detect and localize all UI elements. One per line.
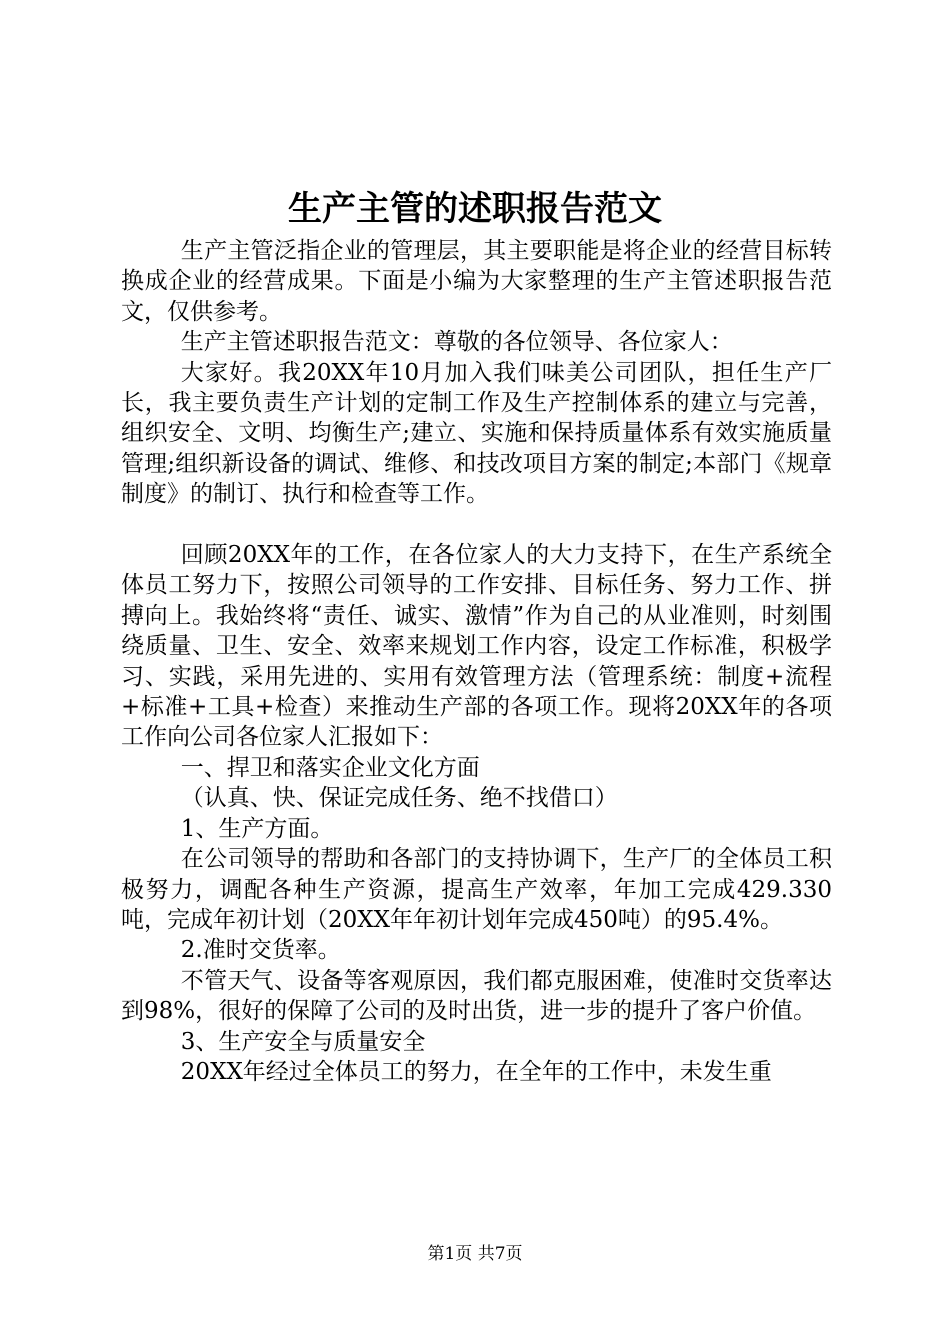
- heading-production: 1、生产方面。: [180, 815, 334, 842]
- paragraph-review: 回顾20XX年的工作，在各位家人的大力支持下，在生产系统全体员工努力下，按照公司领导的工作安排、目标任务、努力工作、拼搏向上。我始终将“责任、诚实、激情”作为自己的从业准则，时刻围绕质量、卫生、安全、效率来规划工作内容，设定工作标准，积极学习、实践，采用先进的、实用有效管理方法（管理系统：制度+流程+标准+工具+检查）来推动生产部的各项工作。现将20XX年的各项工作向公司各位家人汇报如下：: [121, 542, 832, 751]
- paragraph-salutation: 生产主管述职报告范文：尊敬的各位领导、各位家人：: [180, 329, 733, 356]
- heading-section-1: 一、捍卫和落实企业文化方面: [180, 754, 480, 781]
- paragraph-delivery: 不管天气、设备等客观原因，我们都克服困难，使准时交货率达到98%，很好的保障了公司的及时出货，进一步的提升了客户价值。: [121, 967, 832, 1025]
- paragraph-production: 在公司领导的帮助和各部门的支持协调下，生产厂的全体员工积极努力，调配各种生产资源，提高生产效率，年加工完成429.330吨，完成年初计划（20XX年年初计划年完成450吨）的95.4%。: [121, 846, 832, 933]
- paragraph-intro: 生产主管泛指企业的管理层，其主要职能是将企业的经营目标转换成企业的经营成果。下面是小编为大家整理的生产主管述职报告范文，仅供参考。: [121, 238, 832, 325]
- paragraph-blank: [121, 510, 832, 540]
- page-footer: 第1页 共7页: [427, 1244, 523, 1264]
- document-body: [121, 236, 832, 1087]
- heading-safety: 3、生产安全与质量安全: [180, 1028, 426, 1055]
- paragraph-greeting: 大家好。我20XX年10月加入我们味美公司团队，担任生产厂长，我主要负责生产计划的定制工作及生产控制体系的建立与完善，组织安全、文明、均衡生产;建立、实施和保持质量体系有效实施质量管理;组织新设备的调试、维修、和技改项目方案的制定;本部门《规章制度》的制订、执行和检查等工作。: [121, 359, 832, 508]
- heading-delivery: 2.准时交货率。: [180, 937, 341, 964]
- paragraph-motto: （认真、快、保证完成任务、绝不找借口）: [180, 785, 618, 812]
- document-title: 生产主管的述职报告范文: [288, 189, 662, 229]
- paragraph-safety: 20XX年经过全体员工的努力，在全年的工作中，未发生重: [180, 1058, 772, 1085]
